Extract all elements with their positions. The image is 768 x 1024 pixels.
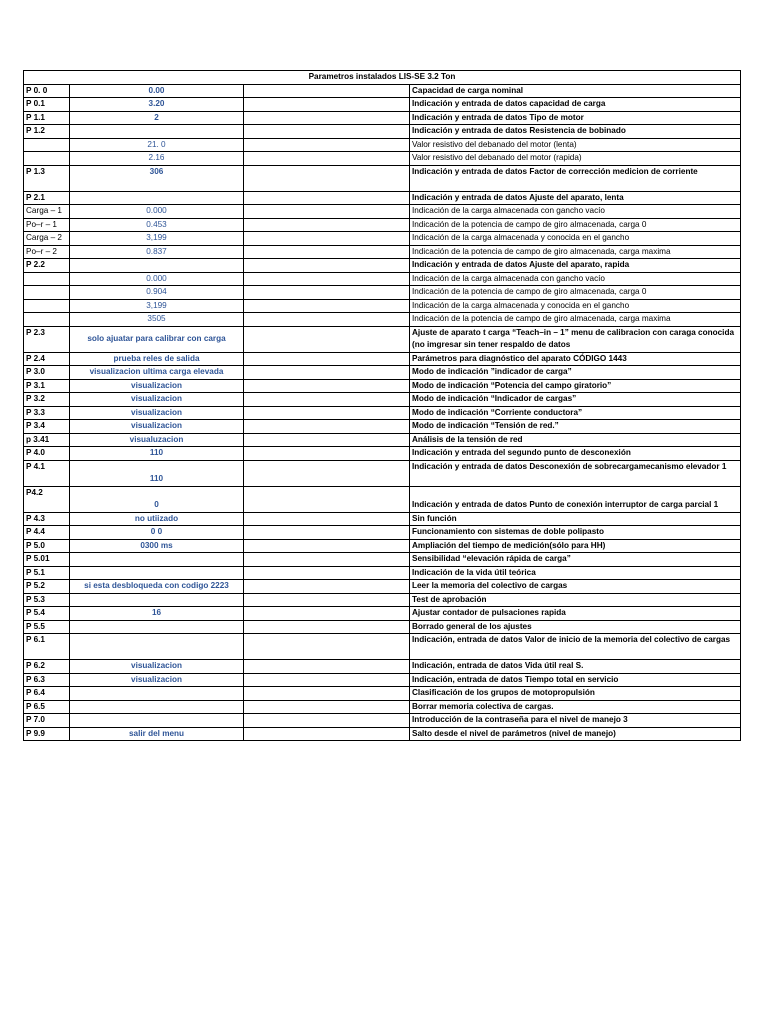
table-row [24, 205, 741, 219]
param-code: P 3.2 [24, 393, 70, 407]
param-value: 2.16 [70, 152, 244, 166]
blank-cell [244, 566, 410, 580]
param-description: Indicación de la potencia de campo de giro almacenada, carga 0 [410, 286, 741, 300]
param-description: Indicación y entrada de datos Ajuste del aparato, lenta [410, 191, 741, 205]
param-description: Análisis de la tensión de red [410, 433, 741, 447]
param-description: Indicación y entrada de datos Resistencia de bobinado [410, 125, 741, 139]
param-description: Indicación de la carga almacenada y conocida en el gancho [410, 232, 741, 246]
param-description: Indicación de la potencia de campo de giro almacenada, carga 0 [410, 218, 741, 232]
param-description: Indicación y entrada del segundo punto de desconexión [410, 447, 741, 461]
table-row [24, 272, 741, 286]
param-value: visualizacion [70, 673, 244, 687]
param-description: Capacidad de carga nominal [410, 84, 741, 98]
param-description: Indicación y entrada de datos capacidad de carga [410, 98, 741, 112]
blank-cell [244, 286, 410, 300]
table-row [24, 620, 741, 634]
param-value: visualizacion [70, 406, 244, 420]
param-value [70, 634, 244, 660]
param-code: P 5.4 [24, 607, 70, 621]
table-row [24, 165, 741, 191]
param-value: no utiizado [70, 512, 244, 526]
blank-cell [244, 326, 410, 352]
table-row [24, 687, 741, 701]
param-value: 0 [70, 486, 244, 512]
param-description: Indicación de la potencia de campo de giro almacenada, carga maxima [410, 245, 741, 259]
table-row [24, 326, 741, 352]
param-description: Leer la memoria del colectivo de cargas [410, 580, 741, 594]
param-code: P 3.1 [24, 379, 70, 393]
table-row [24, 111, 741, 125]
blank-cell [244, 152, 410, 166]
param-description: Indicación de la carga almacenada con gancho vacío [410, 272, 741, 286]
param-code: P 6.5 [24, 700, 70, 714]
table-row [24, 152, 741, 166]
blank-cell [244, 272, 410, 286]
param-description: Funcionamiento con sistemas de doble polipasto [410, 526, 741, 540]
blank-cell [244, 593, 410, 607]
param-description: Indicación y entrada de datos Ajuste del aparato, rapida [410, 259, 741, 273]
param-value: 0.837 [70, 245, 244, 259]
param-code: P 1.3 [24, 165, 70, 191]
param-code [24, 286, 70, 300]
param-code: P 5.1 [24, 566, 70, 580]
param-value [70, 566, 244, 580]
param-value: 16 [70, 607, 244, 621]
blank-cell [244, 299, 410, 313]
blank-cell [244, 620, 410, 634]
blank-cell [244, 700, 410, 714]
param-description: Indicación y entrada de datos Desconexión de sobrecargamecanismo elevador 1 [410, 460, 741, 486]
param-code: P 5.01 [24, 553, 70, 567]
param-code: P 3.0 [24, 366, 70, 380]
table-title-row [24, 71, 741, 85]
blank-cell [244, 512, 410, 526]
param-value [70, 259, 244, 273]
param-code [24, 313, 70, 327]
blank-cell [244, 313, 410, 327]
blank-cell [244, 420, 410, 434]
param-value: 0.453 [70, 218, 244, 232]
blank-cell [244, 366, 410, 380]
table-row [24, 98, 741, 112]
blank-cell [244, 245, 410, 259]
param-description: Modo de indicación “Corriente conductora” [410, 406, 741, 420]
param-description: Indicación de la carga almacenada con gancho vacío [410, 205, 741, 219]
table-row [24, 218, 741, 232]
table-title: Parametros instalados LIS-SE 3.2 Ton [24, 71, 741, 85]
param-value: visualuzacion [70, 433, 244, 447]
table-row [24, 660, 741, 674]
param-value [70, 700, 244, 714]
param-value: solo ajuatar para calibrar con carga [70, 326, 244, 352]
param-description: Borrar memoria colectiva de cargas. [410, 700, 741, 714]
blank-cell [244, 433, 410, 447]
param-value [70, 593, 244, 607]
param-code: P 5.2 [24, 580, 70, 594]
blank-cell [244, 607, 410, 621]
blank-cell [244, 486, 410, 512]
blank-cell [244, 393, 410, 407]
blank-cell [244, 125, 410, 139]
blank-cell [244, 205, 410, 219]
param-value: visualizacion [70, 420, 244, 434]
param-value: 0.000 [70, 272, 244, 286]
param-description: Salto desde el nivel de parámetros (nivel de manejo) [410, 727, 741, 741]
param-code: P 6.2 [24, 660, 70, 674]
param-description: Indicación y entrada de datos Tipo de motor [410, 111, 741, 125]
blank-cell [244, 539, 410, 553]
param-value: 306 [70, 165, 244, 191]
param-description: Modo de indicación “Potencia del campo giratorio” [410, 379, 741, 393]
param-description: Indicación de la potencia de campo de giro almacenada, carga maxima [410, 313, 741, 327]
param-code: P 4.0 [24, 447, 70, 461]
param-value: 2 [70, 111, 244, 125]
param-description: Indicación, entrada de datos Tiempo total en servicio [410, 673, 741, 687]
table-row [24, 84, 741, 98]
param-code [24, 272, 70, 286]
param-description: Clasificación de los grupos de motopropulsión [410, 687, 741, 701]
param-description: Sensibilidad “elevación rápida de carga” [410, 553, 741, 567]
table-row [24, 526, 741, 540]
param-description: Parámetros para diagnóstico del aparato CÓDIGO 1443 [410, 352, 741, 366]
param-code [24, 152, 70, 166]
param-code: P 4.1 [24, 460, 70, 486]
param-value [70, 620, 244, 634]
table-row [24, 580, 741, 594]
blank-cell [244, 526, 410, 540]
param-code: P 0.1 [24, 98, 70, 112]
blank-cell [244, 191, 410, 205]
table-row [24, 420, 741, 434]
param-value: 110 [70, 447, 244, 461]
table-row [24, 539, 741, 553]
param-value [70, 191, 244, 205]
param-description: Introducción de la contraseña para el nivel de manejo 3 [410, 714, 741, 728]
param-value: 0.000 [70, 205, 244, 219]
blank-cell [244, 727, 410, 741]
param-value: prueba reles de salida [70, 352, 244, 366]
table-row [24, 259, 741, 273]
blank-cell [244, 379, 410, 393]
blank-cell [244, 165, 410, 191]
param-code: P 3.3 [24, 406, 70, 420]
blank-cell [244, 352, 410, 366]
param-code: P 3.4 [24, 420, 70, 434]
table-row [24, 232, 741, 246]
param-code: P 6.1 [24, 634, 70, 660]
param-description: Ajustar contador de pulsaciones rapida [410, 607, 741, 621]
table-row [24, 352, 741, 366]
param-value: visualizacion ultima carga elevada [70, 366, 244, 380]
param-value [70, 714, 244, 728]
param-description: Ampliación del tiempo de medición(sólo para HH) [410, 539, 741, 553]
param-value: 3.20 [70, 98, 244, 112]
param-value: visualizacion [70, 393, 244, 407]
param-code: P 5.3 [24, 593, 70, 607]
table-row [24, 714, 741, 728]
param-code: P 2.1 [24, 191, 70, 205]
blank-cell [244, 580, 410, 594]
blank-cell [244, 406, 410, 420]
param-code: P 5.5 [24, 620, 70, 634]
table-row [24, 566, 741, 580]
param-code: Po–r – 2 [24, 245, 70, 259]
param-description: Valor resistivo del debanado del motor (rapida) [410, 152, 741, 166]
table-row [24, 245, 741, 259]
table-row [24, 607, 741, 621]
param-code: P 1.2 [24, 125, 70, 139]
table-row [24, 299, 741, 313]
param-description: Sin función [410, 512, 741, 526]
param-description: Indicación y entrada de datos Factor de corrección medicion de corriente [410, 165, 741, 191]
blank-cell [244, 218, 410, 232]
param-code [24, 299, 70, 313]
param-description: Test de aprobación [410, 593, 741, 607]
blank-cell [244, 111, 410, 125]
blank-cell [244, 634, 410, 660]
table-row [24, 366, 741, 380]
param-code: P 2.4 [24, 352, 70, 366]
param-code: Po–r – 1 [24, 218, 70, 232]
blank-cell [244, 259, 410, 273]
table-row [24, 593, 741, 607]
table-row [24, 460, 741, 486]
blank-cell [244, 98, 410, 112]
param-code: P 4.3 [24, 512, 70, 526]
table-row [24, 486, 741, 512]
param-code: P 2.2 [24, 259, 70, 273]
param-value: 3,199 [70, 299, 244, 313]
param-value: 3505 [70, 313, 244, 327]
param-code: P 6.3 [24, 673, 70, 687]
table-row [24, 727, 741, 741]
param-description: Indicación de la vida útil teórica [410, 566, 741, 580]
param-code: P 0. 0 [24, 84, 70, 98]
param-value: 3,199 [70, 232, 244, 246]
blank-cell [244, 553, 410, 567]
param-code: P 9.9 [24, 727, 70, 741]
table-row [24, 393, 741, 407]
param-value [70, 125, 244, 139]
table-row [24, 512, 741, 526]
table-row [24, 406, 741, 420]
param-description: Modo de indicación “Indicador de cargas” [410, 393, 741, 407]
param-code: p 3.41 [24, 433, 70, 447]
blank-cell [244, 660, 410, 674]
table-row [24, 433, 741, 447]
blank-cell [244, 460, 410, 486]
param-code: P 7.0 [24, 714, 70, 728]
blank-cell [244, 447, 410, 461]
param-value: visualizacion [70, 660, 244, 674]
param-value: visualizacion [70, 379, 244, 393]
param-code: Carga – 1 [24, 205, 70, 219]
param-value: 0 0 [70, 526, 244, 540]
table-row [24, 379, 741, 393]
param-value: 0.904 [70, 286, 244, 300]
param-code: P 1.1 [24, 111, 70, 125]
param-code: P 5.0 [24, 539, 70, 553]
param-value: 21. 0 [70, 138, 244, 152]
parameters-table [23, 70, 741, 741]
table-row [24, 553, 741, 567]
blank-cell [244, 673, 410, 687]
table-row [24, 634, 741, 660]
blank-cell [244, 84, 410, 98]
param-value [70, 553, 244, 567]
param-value: si esta desbloqueda con codigo 2223 [70, 580, 244, 594]
param-code: P 4.4 [24, 526, 70, 540]
param-description: Valor resistivo del debanado del motor (lenta) [410, 138, 741, 152]
param-value: 0.00 [70, 84, 244, 98]
param-value: 0300 ms [70, 539, 244, 553]
param-code: P 6.4 [24, 687, 70, 701]
table-row [24, 138, 741, 152]
param-code [24, 138, 70, 152]
blank-cell [244, 232, 410, 246]
param-code: P4.2 [24, 486, 70, 512]
param-value: salir del menu [70, 727, 244, 741]
table-row [24, 447, 741, 461]
param-value [70, 687, 244, 701]
param-description: Indicación, entrada de datos Valor de inicio de la memoria del colectivo de cargas [410, 634, 741, 660]
blank-cell [244, 714, 410, 728]
table-row [24, 191, 741, 205]
blank-cell [244, 687, 410, 701]
param-description: Modo de indicación ”indicador de carga” [410, 366, 741, 380]
table-row [24, 125, 741, 139]
param-value: 110 [70, 460, 244, 486]
table-row [24, 673, 741, 687]
param-description: Indicación, entrada de datos Vida útil real S. [410, 660, 741, 674]
param-description: Indicación de la carga almacenada y conocida en el gancho [410, 299, 741, 313]
param-description: Indicación y entrada de datos Punto de conexión interruptor de carga parcial 1 [410, 486, 741, 512]
blank-cell [244, 138, 410, 152]
param-code: Carga – 2 [24, 232, 70, 246]
param-code: P 2.3 [24, 326, 70, 352]
table-row [24, 700, 741, 714]
table-row [24, 313, 741, 327]
param-description: Borrado general de los ajustes [410, 620, 741, 634]
param-description: Modo de indicación “Tensión de red.” [410, 420, 741, 434]
param-description: Ajuste de aparato t carga “Teach–in – 1” menu de calibracion con caraga conocida (no imgresar sin tener respaldo de datos [410, 326, 741, 352]
table-row [24, 286, 741, 300]
